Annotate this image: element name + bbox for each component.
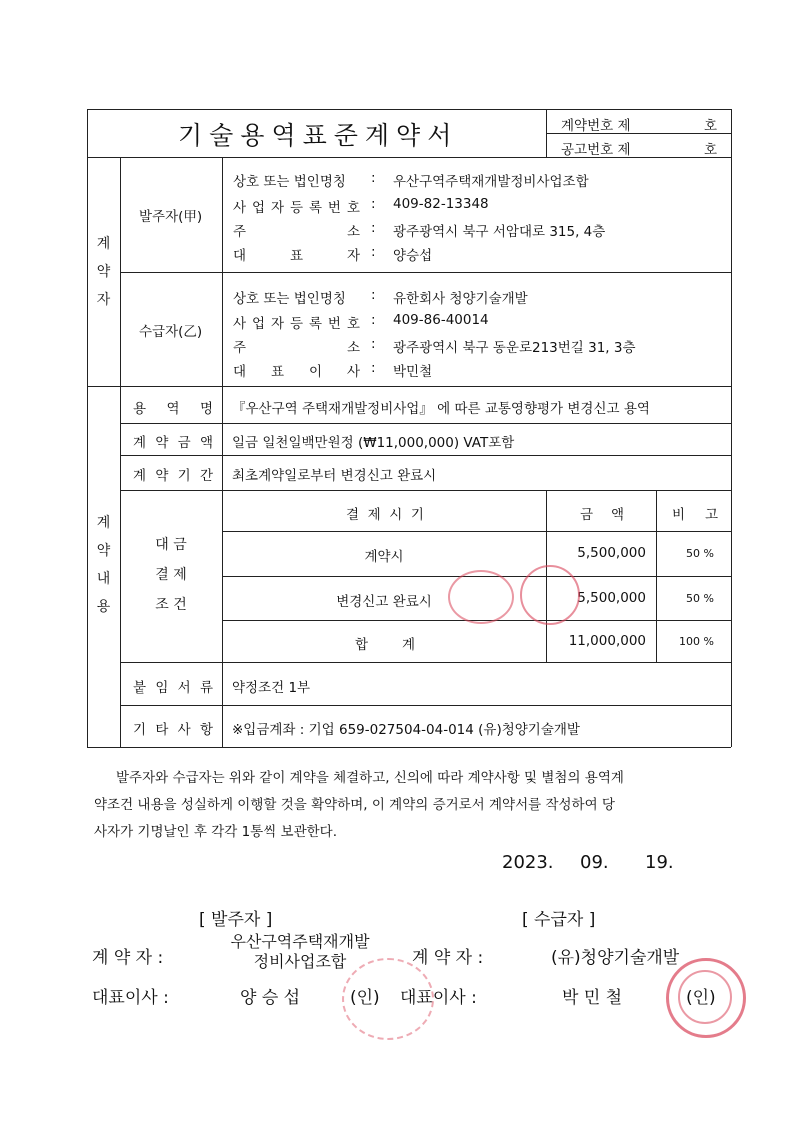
contents-group-label	[87, 500, 120, 630]
attachments-label: 붙 임 서 류	[133, 680, 213, 696]
payment-total-label: 합 계	[355, 637, 415, 653]
payment-total-note: 100 %	[679, 635, 714, 648]
row-divider	[120, 705, 731, 706]
contractor-regno-label: 사 업 자 등 록 번 호	[233, 316, 360, 332]
orderer-rep-value: 양승섭	[393, 248, 433, 264]
period-value: 최초계약일로부터 변경신고 완료시	[232, 468, 437, 484]
contractor-address-label: 주 소	[233, 340, 360, 356]
document-title: 기술용역표준계약서	[178, 121, 459, 150]
orderer-address-label: 주 소	[233, 224, 360, 240]
payment-label	[120, 520, 222, 630]
orderer-heading: [ 발주자 ]	[199, 910, 273, 930]
attachments-value: 약정조건 1부	[232, 680, 311, 696]
payment-row-amount: 5,500,000	[577, 545, 646, 561]
orderer-colon: :	[371, 244, 376, 260]
parties-bottom-divider	[87, 386, 731, 387]
row-divider	[120, 455, 731, 456]
contractor-regno-value: 409-86-40014	[393, 312, 489, 328]
row-divider	[120, 662, 731, 663]
notice-no-suffix: 호	[704, 142, 718, 158]
orderer-party-name-line: 우산구역주택재개발	[230, 932, 370, 951]
service-label: 용 역 명	[133, 401, 213, 417]
frame-bottom	[87, 747, 731, 748]
frame-top	[87, 109, 731, 110]
contents-label-vsep	[222, 386, 223, 747]
contractor-role: 수급자(乙)	[139, 324, 203, 340]
amount-label: 계 약 금 액	[133, 435, 213, 451]
payment-label-line: 조 건	[155, 597, 187, 613]
service-value: 『우산구역 주택재개발정비사업』 에 따른 교통영향평가 변경신고 용역	[232, 401, 650, 417]
contractor-name-value: 유한회사 청양기술개발	[393, 291, 528, 307]
orderer-rep-label: 대표이사 :	[92, 988, 169, 1008]
contract-no-suffix: 호	[704, 118, 718, 134]
statement	[94, 765, 734, 846]
payment-header-timing: 결 제 시 기	[346, 507, 424, 523]
orderer-colon: :	[371, 220, 376, 236]
other-value: ※입금계좌 : 기업 659-027504-04-014 (유)청양기술개발	[232, 722, 580, 738]
parties-mid-divider	[120, 272, 731, 273]
seal-stamp	[678, 970, 732, 1024]
contractor-colon: :	[371, 287, 376, 303]
payment-row-note: 50 %	[686, 592, 714, 605]
orderer-address-value: 광주광역시 북구 서암대로 315, 4층	[393, 224, 606, 240]
payment-row-timing: 변경신고 완료시	[336, 594, 432, 610]
contract-no-label: 계약번호 제	[561, 118, 631, 134]
contractor-heading: [ 수급자 ]	[522, 910, 596, 930]
header-divider	[87, 157, 731, 158]
seal-stamp	[448, 570, 514, 624]
notice-no-label: 공고번호 제	[561, 142, 631, 158]
contractor-rep-name: 박 민 철	[562, 988, 623, 1008]
orderer-name-value: 우산구역주택재개발정비사업조합	[393, 174, 589, 190]
contractor-name-label: 상호 또는 법인명칭	[233, 291, 346, 307]
contents-group-char: 용	[96, 599, 111, 615]
payment-header-note: 비 고	[672, 507, 718, 523]
orderer-role: 발주자(甲)	[139, 209, 203, 225]
row-divider	[120, 423, 731, 424]
orderer-name-label: 상호 또는 법인명칭	[233, 174, 346, 190]
contractor-rep-label: 대표이사 :	[400, 988, 477, 1008]
payment-header-amount: 금 액	[580, 507, 624, 523]
payment-row-amount: 5,500,000	[577, 590, 646, 606]
parties-group-label	[87, 157, 120, 386]
contents-group-char: 내	[96, 571, 111, 587]
payment-row-timing: 계약시	[364, 549, 404, 565]
payment-row-divider	[222, 531, 731, 532]
payment-label-line: 대 금	[155, 537, 187, 553]
statement-line: 약조건 내용을 성실하게 이행할 것을 확약하며, 이 계약의 증거로서 계약서를 작성하여 당	[94, 797, 615, 813]
orderer-regno-label: 사 업 자 등 록 번 호	[233, 200, 360, 216]
orderer-rep-label: 대 표 자	[233, 248, 360, 264]
contents-group-char: 계	[96, 515, 111, 531]
seal-stamp	[520, 565, 580, 625]
statement-line: 사자가 기명날인 후 각각 1통씩 보관한다.	[94, 824, 337, 840]
contractor-colon: :	[371, 360, 376, 376]
statement-line: 발주자와 수급자는 위와 같이 계약을 체결하고, 신의에 따라 계약사항 및 별첨의 용역계	[116, 770, 624, 786]
contractor-rep-value: 박민철	[393, 364, 433, 380]
date-year: 2023.	[502, 852, 554, 873]
orderer-colon: :	[371, 196, 376, 212]
date-month: 09.	[580, 852, 609, 873]
orderer-party-name-line: 정비사업조합	[253, 952, 347, 971]
payment-total-amount: 11,000,000	[568, 633, 646, 649]
contractor-address-value: 광주광역시 북구 동운로213번길 31, 3층	[393, 340, 636, 356]
row-divider	[120, 490, 731, 491]
orderer-colon: :	[371, 170, 376, 186]
contractor-colon: :	[371, 336, 376, 352]
orderer-rep-name: 양 승 섭	[240, 988, 301, 1008]
contents-group-char: 약	[96, 543, 111, 559]
orderer-party-label: 계 약 자 :	[92, 948, 164, 968]
contractor-party-name: (유)청양기술개발	[551, 948, 680, 968]
seal-stamp	[342, 958, 434, 1040]
other-label: 기 타 사 항	[133, 722, 213, 738]
period-label: 계 약 기 간	[133, 468, 213, 484]
parties-group-char: 약	[96, 263, 111, 280]
frame-right	[731, 109, 732, 747]
contractor-party-label: 계 약 자 :	[412, 948, 484, 968]
contractor-colon: :	[371, 312, 376, 328]
parties-group-char: 자	[96, 291, 111, 308]
parties-group-char: 계	[96, 235, 111, 252]
payment-row-note: 50 %	[686, 547, 714, 560]
payment-label-line: 결 제	[155, 567, 187, 583]
contractor-seal-mark: (인)	[686, 988, 716, 1008]
orderer-seal-mark: (인)	[350, 988, 380, 1008]
amount-value: 일금 일천일백만원정 (₩11,000,000) VAT포함	[232, 435, 515, 451]
contractor-rep-label: 대 표 이 사	[233, 364, 360, 380]
date-day: 19.	[645, 852, 674, 873]
orderer-regno-value: 409-82-13348	[393, 196, 489, 212]
